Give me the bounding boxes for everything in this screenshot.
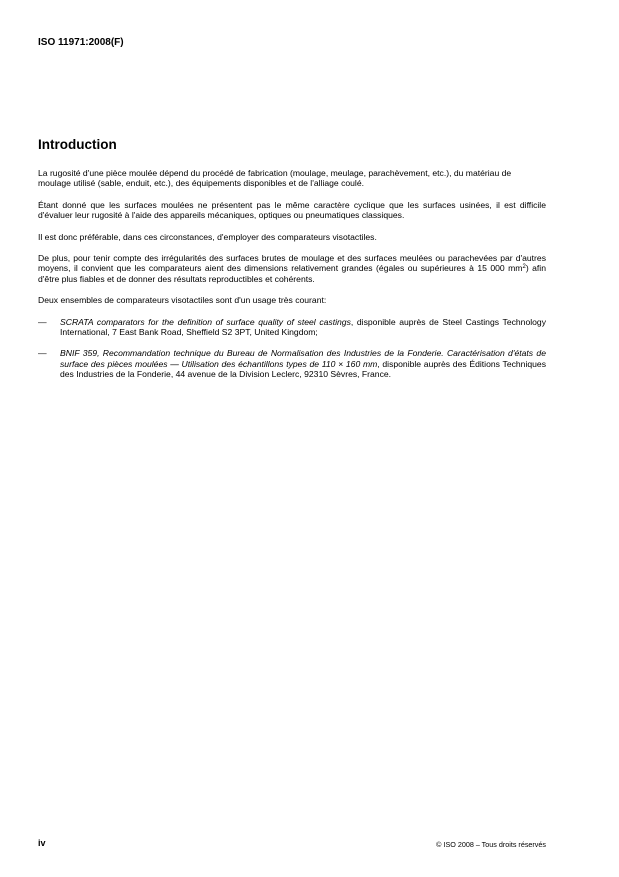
document-id: ISO 11971:2008(F) [38,37,124,48]
list-item-1 [38,317,546,338]
list-item-2 [38,348,546,379]
list-item-1-rest: , disponible auprès de Steel Castings Technology International, 7 East Bank Road, Sheffield S2 3PT, United Kingdom; [60,316,547,338]
superscript-2: 2 [522,264,526,271]
page-number: iv [38,838,46,848]
list-dash: — [38,316,47,327]
paragraph-1: La rugosité d'une pièce moulée dépend du procédé de fabrication (moulage, meulage, parachèvement, etc.), du matériau de moulage utilisé (sable, enduit, etc.), des équipements disponibles et de l'alliage coulé. [38,168,512,189]
paragraph-2: Étant donné que les surfaces moulées ne présentent pas le même caractère cyclique que les surfaces usinées, il est difficile d'évaluer leur rugosité à l'aide des appareils mécaniques, optiques ou pneumatiques classiques. [38,199,546,221]
section-title: Introduction [38,137,117,152]
list-item-2-rest: , disponible auprès des Éditions Techniques des Industries de la Fonderie, 44 avenue de la Division Leclerc, 92310 Sèvres, France. [60,358,546,380]
list-item-1-text [60,317,546,338]
document-body [38,168,546,391]
paragraph-4-text-b: ) afin d'être plus fiables et de donner des résultats reproductibles et cohérents. [38,263,546,284]
list-dash: — [38,348,47,359]
paragraph-4-text-a: De plus, pour tenir compte des irrégularités des surfaces brutes de moulage et des surfaces meulées ou parachevées par d'autres moyens, il convient que les comparateurs aient des dimensions relativement grandes (égales ou supérieures à 15 000 mm [38,253,546,274]
list-item-2-title: BNIF 359, Recommandation technique du Bureau de Normalisation des Industries de la Fonderie. Caractérisation d'états de surface des pièces moulées — Utilisation des échantillons types de 110 × 160 mm [60,348,546,369]
list-item-2-text [60,348,546,379]
list-item-1-title: SCRATA comparators for the definition of surface quality of steel castings [60,316,351,327]
paragraph-3: Il est donc préférable, dans ces circonstances, d'employer des comparateurs visotactiles. [38,231,377,242]
paragraph-4 [38,253,546,284]
paragraph-5: Deux ensembles de comparateurs visotactiles sont d'un usage très courant: [38,295,327,306]
copyright-notice: © ISO 2008 – Tous droits réservés [436,840,546,849]
